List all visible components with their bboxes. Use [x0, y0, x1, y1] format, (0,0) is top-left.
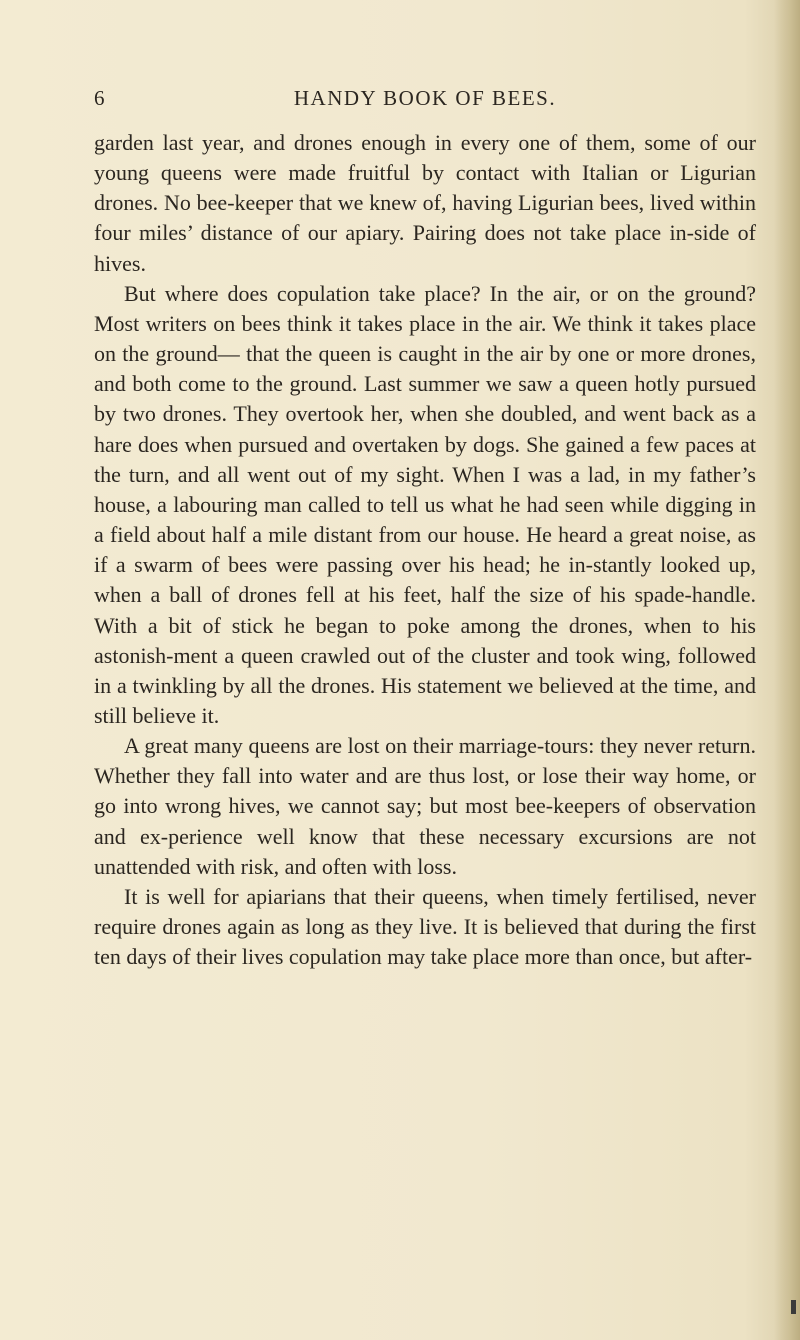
print-mark	[791, 1300, 796, 1314]
running-head: HANDY BOOK OF BEES.	[293, 86, 557, 110]
page-header	[94, 86, 756, 116]
paragraph: A great many queens are lost on their marriage-tours: they never return. Whether they fall into water and are thus lost, or lose their way home, or go into wrong hives, we cannot say; but most bee-keepers of observation and ex-perience well know that these necessary excursions are not unattended with risk, and often with loss.	[94, 733, 756, 879]
body-text	[94, 128, 756, 972]
paragraph: It is well for apiarians that their queens, when timely fertilised, never require drones again as long as they live. It is believed that during the first ten days of their lives copulation may take place more than once, but after-	[94, 883, 756, 970]
paragraph: garden last year, and drones enough in every one of them, some of our young queens were made fruitful by contact with Italian or Ligurian drones. No bee-keeper that we knew of, having Ligurian bees, lived within four miles’ distance of our apiary. Pairing does not take place in-side of hives.	[94, 130, 756, 276]
page-number: 6	[94, 86, 105, 110]
page-edge-shadow	[774, 0, 800, 1340]
paragraph: But where does copulation take place? In the air, or on the ground? Most writers on bees think it takes place in the air. We think it takes place on the ground— that the queen is caught in the air by one or more drones, and both come to the ground. Last summer we saw a queen hotly pursued by two drones. They overtook her, when she doubled, and went back as a hare does when pursued and overtaken by dogs. She gained a few paces at the turn, and all went out of my sight. When I was a lad, in my father’s house, a labouring man called to tell us what he had seen while digging in a field about half a mile distant from our house. He heard a great noise, as if a swarm of bees were passing over his head; he in-stantly looked up, when a ball of drones fell at his feet, half the size of his spade-handle. With a bit of stick he began to poke among the drones, when to his astonish-ment a queen crawled out of the cluster and took wing, followed in a twinkling by all the drones. His statement we believed at the time, and still believe it.	[94, 280, 756, 728]
